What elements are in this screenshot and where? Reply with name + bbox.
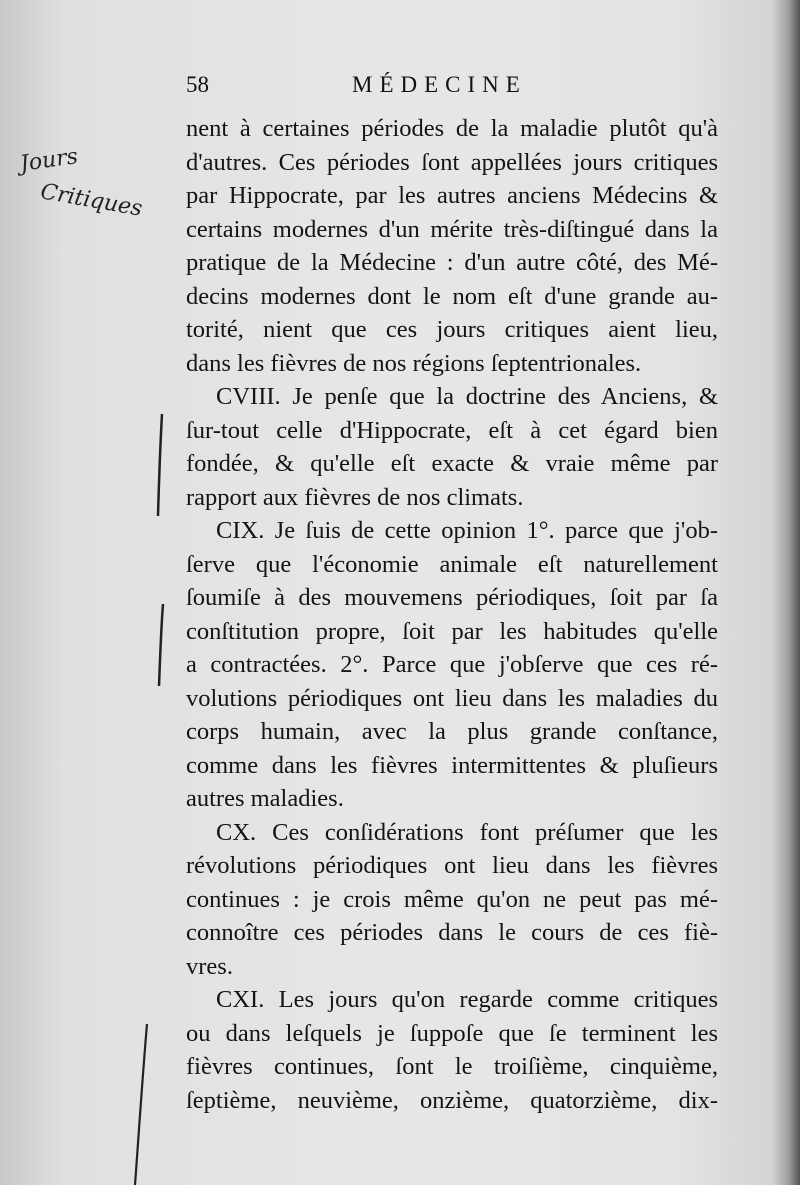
margin-line-mark [150,600,170,690]
text-line: volutions périodiques ont lieu dans les maladies du [186,684,718,712]
page-number: 58 [186,72,209,97]
text-line: ſur-tout celle d'Hippocrate, eſt à cet égard bien [186,416,718,444]
paragraph-cix-line: CIX. Je ſuis de cette opinion 1°. parce que j'ob- [216,517,718,544]
text-line: connoître ces périodes dans le cours de ces fiè- [186,919,718,946]
margin-note-jours: Jours [18,144,80,177]
paragraph-cviii-line: CVIII. Je penſe que la doctrine des Anciens, & [216,383,718,410]
text-line: torité, nient que ces jours critiques aient lieu, [186,316,718,343]
text-line: autres maladies. [186,785,344,812]
margin-note-critiques: Critiques [38,179,145,222]
text-line: a contractées. 2°. Parce que j'obſerve que ces ré- [186,651,718,678]
margin-line-mark [150,410,170,520]
text-line: fièvres continues, ſont le troiſième, cinquième, [186,1053,718,1080]
paragraph-cx-line: CX. Ces conſidérations font préſumer que les [216,818,718,846]
paragraph-cxi-line: CXI. Les jours qu'on regarde comme critiques [216,986,718,1013]
page-header [186,72,716,106]
margin-line-mark [125,1020,155,1185]
text-line: pratique de la Médecine : d'un autre côté, des Mé- [186,249,718,276]
text-line: conſtitution propre, ſoit par les habitudes qu'elle [186,617,718,645]
text-line: nent à certaines périodes de la maladie plutôt qu'à [186,115,718,142]
text-line: d'autres. Ces périodes ſont appellées jours critiques [186,148,718,176]
text-line: dans les fièvres de nos régions ſeptentrionales. [186,349,642,377]
text-line: corps humain, avec la plus grande conſtance, [186,718,718,745]
text-line: continues : je crois même qu'on ne peut pas mé- [186,885,718,913]
text-line: rapport aux fièvres de nos climats. [186,483,524,511]
body-text [186,112,718,1117]
text-line: par Hippocrate, par les autres anciens Médecins & [186,182,718,209]
text-line: révolutions périodiques ont lieu dans les fièvres [186,852,718,879]
text-line: ſoumiſe à des mouvemens périodiques, ſoit par ſa [186,584,718,611]
text-line: ou dans leſquels je ſuppoſe que ſe terminent les [186,1019,718,1047]
running-title: MÉDECINE [352,72,527,97]
text-line: vres. [186,952,233,980]
text-line: comme dans les fièvres intermittentes & pluſieurs [186,751,718,779]
text-line: ſerve que l'économie animale eſt naturellement [186,550,718,578]
text-line: ſeptième, neuvième, onzième, quatorzième, dix- [186,1086,718,1114]
text-line: decins modernes dont le nom eſt d'une grande au- [186,282,718,310]
text-line: certains modernes d'un mérite très-diſtingué dans la [186,215,718,243]
text-line: fondée, & qu'elle eſt exacte & vraie même par [186,450,718,477]
